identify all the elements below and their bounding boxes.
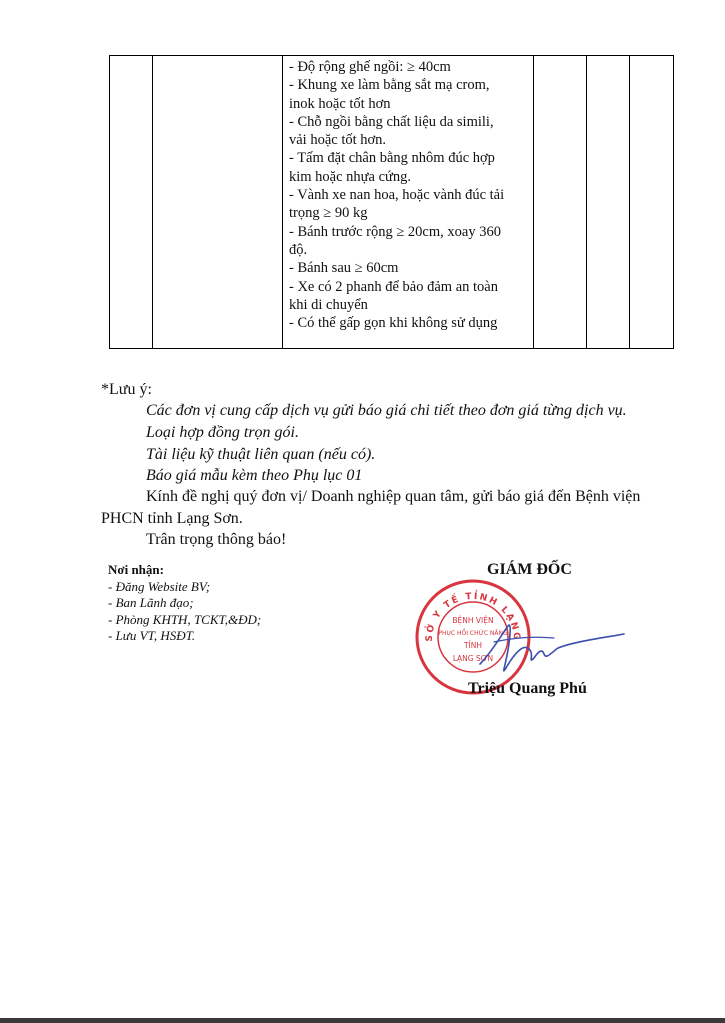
note-title: *Lưu ý: [101,381,152,398]
request-paragraph-line: PHCN tỉnh Lạng Sơn. [101,510,243,527]
handwritten-signature [472,612,632,682]
signer-name: Triệu Quang Phú [468,680,587,697]
recipients-block [108,562,261,645]
recipients-heading: Nơi nhận: [108,562,164,577]
spec-line: khi di chuyển [289,296,368,313]
seal-line: LẠNG SƠN [452,654,494,663]
note-item: Loại hợp đồng trọn gói. [146,424,299,441]
spec-line: - Bánh sau ≥ 60cm [289,260,399,277]
spec-line: kim hoặc nhựa cứng. [289,168,412,185]
closing-text: Trân trọng thông báo! [146,531,287,548]
recipient-item: - Đăng Website BV; [108,578,211,594]
seal-outer-text: SỞ Y TẾ TỈNH LẠNG [424,591,522,642]
table-cell-stt [110,56,153,349]
table-cell-note [630,56,674,349]
spec-line: - Có thể gấp gọn khi không sử dụng [289,315,498,332]
spec-line: - Chỗ ngồi bằng chất liệu da simili, [289,113,494,130]
spec-line: - Khung xe làm bằng sắt mạ crom, [289,77,490,94]
table-row [110,56,674,349]
spec-line: trọng ≥ 90 kg [289,205,368,222]
spec-line: - Vành xe nan hoa, hoặc vành đúc tải [289,187,505,204]
note-item: Tài liệu kỹ thuật liên quan (nếu có). [146,446,376,463]
table-cell-spec [283,56,534,349]
note-item: Báo giá mẫu kèm theo Phụ lục 01 [146,467,363,484]
table-cell-name [153,56,283,349]
note-item: Các đơn vị cung cấp dịch vụ gửi báo giá chi tiết theo đơn giá từng dịch vụ. [146,402,627,419]
spec-line: - Độ rộng ghế ngồi: ≥ 40cm [289,59,451,75]
seal-line: PHỤC HỒI CHỨC NĂNG [438,630,508,637]
seal-line: TỈNH [463,641,483,650]
seal-line: BỆNH VIỆN [452,616,494,625]
spec-line: vải hoặc tốt hơn. [289,132,387,149]
spec-line: - Tấm đặt chân bằng nhôm đúc hợp [289,150,495,167]
spec-line: độ. [289,241,308,258]
table-cell-qty [587,56,630,349]
recipient-item: - Lưu VT, HSĐT. [108,628,196,643]
recipient-item: - Ban Lãnh đạo; [108,595,194,610]
recipient-item: - Phòng KHTH, TCKT,&ĐD; [108,611,262,627]
spec-list [283,56,533,332]
request-paragraph-line: Kính đề nghị quý đơn vị/ Doanh nghiệp quan tâm, gửi báo giá đến Bệnh viện [146,488,641,505]
spec-line: - Bánh trước rộng ≥ 20cm, xoay 360 [289,223,501,240]
director-title: GIÁM ĐỐC [487,561,572,578]
spec-line: - Xe có 2 phanh để bảo đảm an toàn [289,278,498,295]
table-cell-unit [534,56,587,349]
spec-table [109,55,674,349]
spec-line: inok hoặc tốt hơn [289,95,391,112]
page-footer-bar [0,1018,725,1023]
